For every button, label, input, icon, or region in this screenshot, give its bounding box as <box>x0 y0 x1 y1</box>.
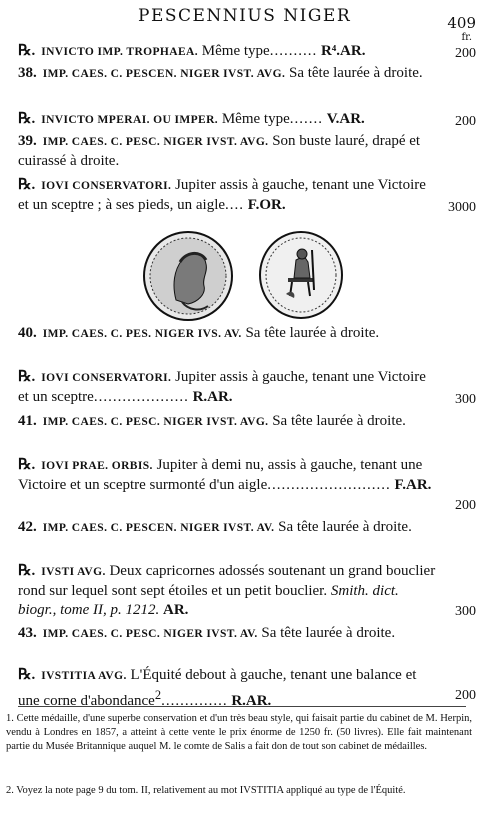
page-number: 409 <box>447 14 476 32</box>
reverse-mark: ℞. <box>18 111 36 127</box>
footnote: 2. Voyez la note page 9 du tom. II, relativement au mot IVSTITIA appliqué au type de l'Équité. <box>6 785 406 796</box>
entry-description: Sa tête laurée à droite. <box>288 65 423 81</box>
currency-unit-label: fr. <box>461 32 472 43</box>
price: 200 <box>455 46 476 61</box>
entry-description: L'Équité debout à gauche, tenant une balance et une corne d'abondance <box>18 667 417 709</box>
reverse-mark: ℞. <box>18 667 36 683</box>
rarity-metal: R⁴.AR. <box>320 43 366 59</box>
entry-number: 43. <box>18 625 37 641</box>
entry-reverse: ℞. IVSTITIA AVG. L'Équité debout à gauche, tenant une balance et une corne d'abondance$^2$.............. R.AR. <box>18 667 417 709</box>
page-header <box>0 4 484 44</box>
entry-number: 39. <box>18 133 37 149</box>
entry-obverse <box>18 324 438 344</box>
coin-legend: IOVI CONSERVATORI. <box>41 372 172 384</box>
rarity-metal: R.AR. <box>231 693 272 709</box>
coin-reverse-image <box>258 230 344 320</box>
entry-obverse <box>18 132 438 171</box>
entry-description: Sa tête laurée à droite. <box>261 625 396 641</box>
price: 300 <box>455 604 476 619</box>
price: 200 <box>455 688 476 703</box>
coin-legend: IOVI CONSERVATORI. <box>41 180 172 192</box>
reverse-mark: ℞. <box>18 457 36 473</box>
entry-description: Jupiter à demi nu, assis à gauche, tenant une Victoire et un sceptre surmonté d'un aigle <box>18 457 423 493</box>
entry-number: 41. <box>18 413 37 429</box>
reverse-mark: ℞. <box>18 563 36 579</box>
rarity-metal: F.AR. <box>394 477 432 493</box>
rarity-metal: F.OR. <box>247 197 286 213</box>
entry-reverse <box>18 562 438 620</box>
entry-description: Sa tête laurée à droite. <box>245 325 380 341</box>
reverse-mark: ℞. <box>18 43 36 59</box>
bibliographic-reference: Smith. dict. biogr., tome II, p. 1212. <box>18 583 399 618</box>
coin-illustration <box>140 226 340 326</box>
coin-legend: IMP. CAES. C. PES. NIGER IVS. AV. <box>42 328 242 340</box>
footnote: 1. Cette médaille, d'une superbe conservation et d'un très beau style, qui faisait partie du cabinet de M. Herpin, vendu à Londres en 1857, a atteint à cette vente le prix énorme de 1250 fr. (50 livres). Elle fait maintenant partie du Musée Britannique auquel M. le comte de Salis a fait don de tout son cabinet de médailles. <box>6 713 472 752</box>
entry-reverse: ℞. INVICTO MPERAI. OU IMPER. Même type....... V.AR. <box>18 111 365 127</box>
entry-obverse <box>18 64 438 84</box>
coin-legend: IMP. CAES. C. PESC. NIGER IVST. AVG. <box>42 136 269 148</box>
footnote-marker: 2 <box>154 688 162 702</box>
footnote-divider <box>18 706 466 707</box>
coin-legend: IVSTI AVG. <box>41 566 106 578</box>
reverse-mark: ℞. <box>18 177 36 193</box>
coin-legend: IOVI PRAE. ORBIS. <box>41 460 153 472</box>
price: 200 <box>455 114 476 129</box>
coin-legend: IMP. CAES. C. PESC. NIGER IVST. AVG. <box>42 416 269 428</box>
coin-legend: IMP. CAES. C. PESCEN. NIGER IVST. AVG. <box>42 68 286 80</box>
coin-legend: IMP. CAES. C. PESCEN. NIGER IVST. AV. <box>42 522 275 534</box>
entry-number: 42. <box>18 519 37 535</box>
entry-reverse: ℞. INVICTO IMP. TROPHAEA. Même type.......... R⁴.AR. <box>18 43 366 59</box>
entry-obverse <box>18 518 438 538</box>
price: 3000 <box>448 200 476 215</box>
entry-description: Son buste lauré, drapé et cuirassé à droite. <box>18 133 421 169</box>
entry-obverse <box>18 412 438 432</box>
price: 200 <box>455 498 476 513</box>
entry-reverse: ℞. IOVI CONSERVATORI. Jupiter assis à gauche, tenant une Victoire et un sceptre ; à ses pieds, un aigle.... F.OR. <box>18 177 426 213</box>
entry-description: Deux capricornes adossés soutenant un grand bouclier rond sur lequel sont sept étoiles et un petit bouclier. <box>18 563 436 599</box>
reverse-mark: ℞. <box>18 369 36 385</box>
entry-description: Sa tête laurée à droite. <box>272 413 406 429</box>
entry-description: Jupiter assis à gauche, tenant une Victoire et un sceptre <box>18 369 426 405</box>
coin-legend: INVICTO IMP. TROPHAEA. <box>41 46 199 58</box>
rarity-metal: R.AR. <box>192 389 233 405</box>
price: 300 <box>455 392 476 407</box>
entry-number: 40. <box>18 325 37 341</box>
coin-legend: IVSTITIA AVG. <box>41 670 127 682</box>
coin-legend: IMP. CAES. C. PESC. NIGER IVST. AV. <box>42 628 258 640</box>
coin-obverse-image <box>142 230 234 322</box>
entry-description: Sa tête laurée à droite. <box>278 519 412 535</box>
entry-reverse: ℞. IOVI PRAE. ORBIS. Jupiter à demi nu, assis à gauche, tenant une Victoire et un sceptre surmonté d'un aigle.......................... F.AR. <box>18 457 432 493</box>
entry-reverse: ℞. IOVI CONSERVATORI. Jupiter assis à gauche, tenant une Victoire et un sceptre.................... R.AR. <box>18 369 426 405</box>
entry-description: Même type <box>201 43 270 59</box>
entry-obverse <box>18 624 438 644</box>
rarity-metal: AR. <box>163 602 189 618</box>
rarity-metal: V.AR. <box>326 111 365 127</box>
coin-legend: INVICTO MPERAI. OU IMPER. <box>41 114 219 126</box>
entry-description: Jupiter assis à gauche, tenant une Victoire et un sceptre ; à ses pieds, un aigle <box>18 177 426 213</box>
entry-description: Même type <box>221 111 290 127</box>
entry-number: 38. <box>18 65 37 81</box>
running-title: PESCENNIUS NIGER <box>138 6 352 26</box>
